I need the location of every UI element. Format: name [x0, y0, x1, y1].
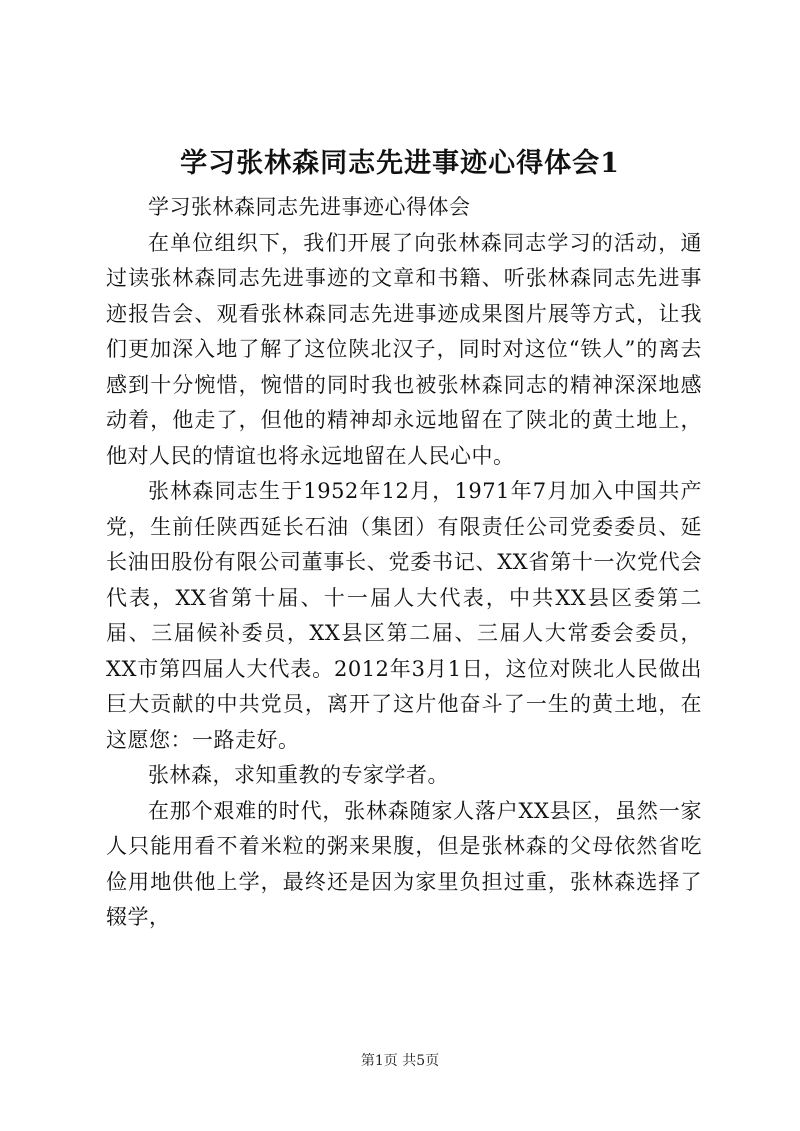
paragraph: 张林森，求知重教的专家学者。 [148, 763, 449, 787]
document-body [106, 190, 702, 936]
paragraph: 在那个艰难的时代，张林森随家人落户XX县区，虽然一家人只能用看不着米粒的粥来果腹，但是张林森的父母依然省吃俭用地供他上学，最终还是因为家里负担过重，张林森选择了辍学， [106, 798, 702, 929]
page-footer: 第1页 共5页 [360, 1053, 440, 1069]
document-title: 学习张林森同志先进事迹心得体会1 [180, 148, 620, 179]
paragraph-subtitle: 学习张林森同志先进事迹心得体会 [148, 195, 471, 219]
paragraph: 张林森同志生于1952年12月，1971年7月加入中国共产党，生前任陕西延长石油（集团）有限责任公司党委委员、延长油田股份有限公司董事长、党委书记、XX省第十一次党代会代表，XX省第十届、十一届人大代表，中共XX县区委第二届、三届候补委员，XX县区第二届、三届人大常委会委员，XX市第四届人大代表。2012年3月1日，这位对陕北人民做出巨大贡献的中共党员，离开了这片他奋斗了一生的黄土地，在这愿您：一路走好。 [106, 479, 702, 752]
paragraph: 在单位组织下，我们开展了向张林森同志学习的活动，通过读张林森同志先进事迹的文章和书籍、听张林森同志先进事迹报告会、观看张林森同志先进事迹成果图片展等方式，让我们更加深入地了解了这位陕北汉子，同时对这位“铁人”的离去感到十分惋惜，惋惜的同时我也被张林森同志的精神深深地感动着，他走了，但他的精神却永远地留在了陕北的黄土地上，他对人民的情谊也将永远地留在人民心中。 [106, 230, 702, 468]
